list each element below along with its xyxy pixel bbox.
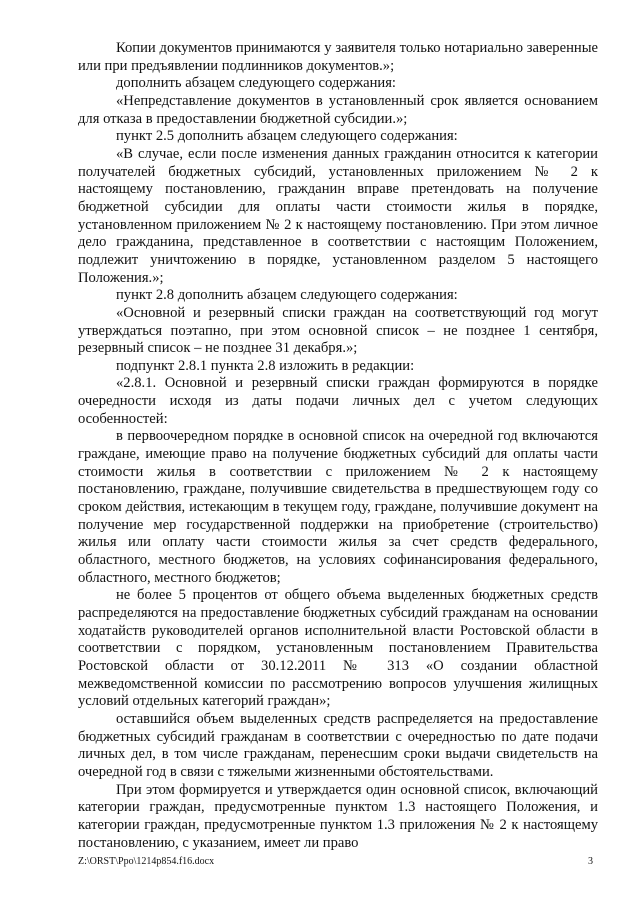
footer-page-number: 3 xyxy=(588,856,593,867)
paragraph: в первоочередном порядке в основной список на очередной год включаются граждане, имеющие право на получение бюджетных субсидий для оплаты части стоимости жилья в соответствии с приложением № 2 к настоящему постановлению, граждане, получившие свидетельства в предшествующем году со сроком действия, истекающим в текущем году, граждане, получившие документ на получение мер государственной поддержки на приобретение (строительство) жилья или оплату части стоимости жилья за счет средств федерального, областного, местного бюджетов, на условиях софинансирования федерального, областного, местного бюджетов; xyxy=(78,428,598,586)
paragraph: «2.8.1. Основной и резервный списки граждан формируются в порядке очередности исходя из даты подачи личных дел с учетом следующих особенностей: xyxy=(78,375,598,427)
footer-file-path: Z:\ORST\Ppo\1214p854.f16.docx xyxy=(78,856,215,867)
paragraph: «Основной и резервный списки граждан на соответствующий год могут утверждаться поэтапно, при этом основной список – не позднее 1 сентября, резервный список – не позднее 31 декабря.»; xyxy=(78,304,598,357)
paragraph: пункт 2.5 дополнить абзацем следующего содержания: xyxy=(116,128,458,145)
paragraph: При этом формируется и утверждается один основной список, включающий категории граждан, предусмотренные пунктом 1.3 настоящего Положения, и категории граждан, предусмотренные пунктом 1.3 приложения № 2 к настоящему постановлению, с указанием, имеет ли право xyxy=(78,781,598,851)
paragraph: подпункт 2.8.1 пункта 2.8 изложить в редакции: xyxy=(116,357,415,374)
document-body xyxy=(78,40,598,852)
paragraph: «В случае, если после изменения данных гражданин относится к категории получателей бюджетных субсидий, установленных приложением № 2 к настоящему постановлению, гражданин вправе претендовать на получение бюджетной субсидии для оплаты части стоимости жилья в порядке, установленном приложением № 2 к настоящему постановлению. При этом личное дело гражданина, представленное в соответствии с настоящим Положением, подлежит уничтожению в порядке, установленном разделом 5 настоящего Положения.»; xyxy=(78,145,598,286)
paragraph: оставшийся объем выделенных средств распределяется на предоставление бюджетных субсидий гражданам в соответствии с очередностью по дате подачи личных дел, в том числе гражданам, перенесшим сроки выдачи свидетельств на очередной год в связи с тяжелыми жизненными обстоятельствами. xyxy=(78,710,598,780)
paragraph: «Непредставление документов в установленный срок является основанием для отказа в предоставлении бюджетной субсидии.»; xyxy=(78,92,598,127)
paragraph: Копии документов принимаются у заявителя только нотариально заверенные или при предъявлении подлинников документов.»; xyxy=(78,40,598,74)
paragraph: дополнить абзацем следующего содержания: xyxy=(116,75,396,92)
paragraph: пункт 2.8 дополнить абзацем следующего содержания: xyxy=(116,287,458,304)
paragraph: не более 5 процентов от общего объема выделенных бюджетных средств распределяются на предоставление бюджетных субсидий гражданам на основании ходатайств руководителей органов исполнительной власти Ростовской области в соответствии с порядком, установленным постановлением Правительства Ростовской области от 30.12.2011 № 313 «О создании областной межведомственной комиссии по рассмотрению вопросов улучшения жилищных условий отдельных категорий граждан»; xyxy=(78,587,598,710)
